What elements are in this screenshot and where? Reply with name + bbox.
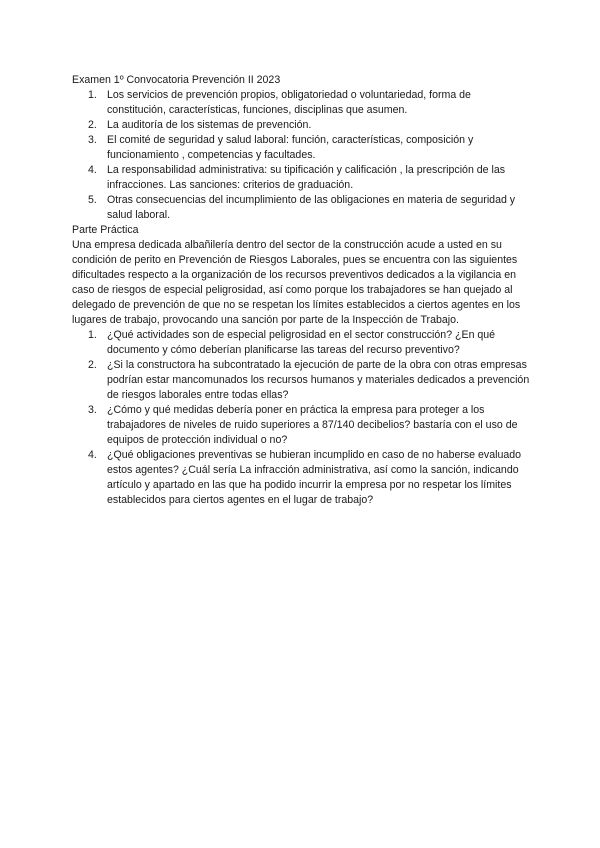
practical-heading: Parte Práctica xyxy=(72,224,139,236)
list-number: 4. xyxy=(88,164,97,176)
list-number: 2. xyxy=(88,119,97,131)
theory-item-1 xyxy=(72,88,532,118)
list-number: 5. xyxy=(88,194,97,206)
document-page xyxy=(72,73,532,508)
list-item-text: La auditoría de los sistemas de prevención. xyxy=(107,119,312,131)
practical-item-3 xyxy=(72,403,532,448)
list-item-text: Los servicios de prevención propios, obligatoriedad o voluntariedad, forma de constitución, características, funciones, disciplinas que asumen. xyxy=(107,89,471,116)
list-item-text: ¿Qué obligaciones preventivas se hubieran incumplido en caso de no haberse evaluado estos agentes? ¿Cuál sería La infracción administrativa, así como la sanción, indicando artículo y apartado en las que ha podido incurrir la empresa por no respetar los límites establecidos para ciertos agentes en el lugar de trabajo? xyxy=(107,449,522,506)
theory-item-2 xyxy=(72,118,532,133)
list-number: 1. xyxy=(88,329,97,341)
list-number: 1. xyxy=(88,89,97,101)
list-item-text: ¿Cómo y qué medidas debería poner en práctica la empresa para proteger a los trabajadores de niveles de ruido superiores a 87/140 decibelios? bastaría con el uso de equipos de protección individual o no? xyxy=(107,404,518,446)
practical-item-2 xyxy=(72,358,532,403)
list-item-text: ¿Si la constructora ha subcontratado la ejecución de parte de la obra con otras empresas podrían estar mancomunados los recursos humanos y materiales dedicados a prevención de riesgos laborales entre todas ellas? xyxy=(107,359,530,401)
list-item-text: Otras consecuencias del incumplimiento de las obligaciones en materia de seguridad y salud laboral. xyxy=(107,194,516,221)
list-item-text: La responsabilidad administrativa: su tipificación y calificación , la prescripción de las infracciones. Las sanciones: criterios de graduación. xyxy=(107,164,506,191)
practical-list xyxy=(72,328,532,508)
list-item-text: ¿Qué actividades son de especial peligrosidad en el sector construcción? ¿En qué documento y cómo deberían planificarse las tareas del recurso preventivo? xyxy=(107,329,496,356)
exam-title: Examen 1º Convocatoria Prevención II 2023 xyxy=(72,74,281,86)
practical-intro: Una empresa dedicada albañilería dentro del sector de la construcción acude a usted en su condición de perito en Prevención de Riesgos Laborales, pues se encuentra con las siguientes dificultades respecto a la organización de los recursos preventivos dedicados a la vigilancia en caso de riesgos de especial peligrosidad, así como porque los trabajadores se han quejado al delegado de prevención de que no se respetan los límites establecidos a ciertos agentes en los lugares de trabajo, provocando una sanción por parte de la Inspección de Trabajo. xyxy=(72,239,521,326)
practical-item-1 xyxy=(72,328,532,358)
practical-item-4 xyxy=(72,448,532,508)
theory-item-3 xyxy=(72,133,532,163)
list-number: 2. xyxy=(88,359,97,371)
theory-item-5 xyxy=(72,193,532,223)
list-number: 3. xyxy=(88,134,97,146)
list-item-text: El comité de seguridad y salud laboral: función, características, composición y funcionamiento , competencias y facultades. xyxy=(107,134,474,161)
theory-list xyxy=(72,88,532,223)
list-number: 3. xyxy=(88,404,97,416)
theory-item-4 xyxy=(72,163,532,193)
list-number: 4. xyxy=(88,449,97,461)
